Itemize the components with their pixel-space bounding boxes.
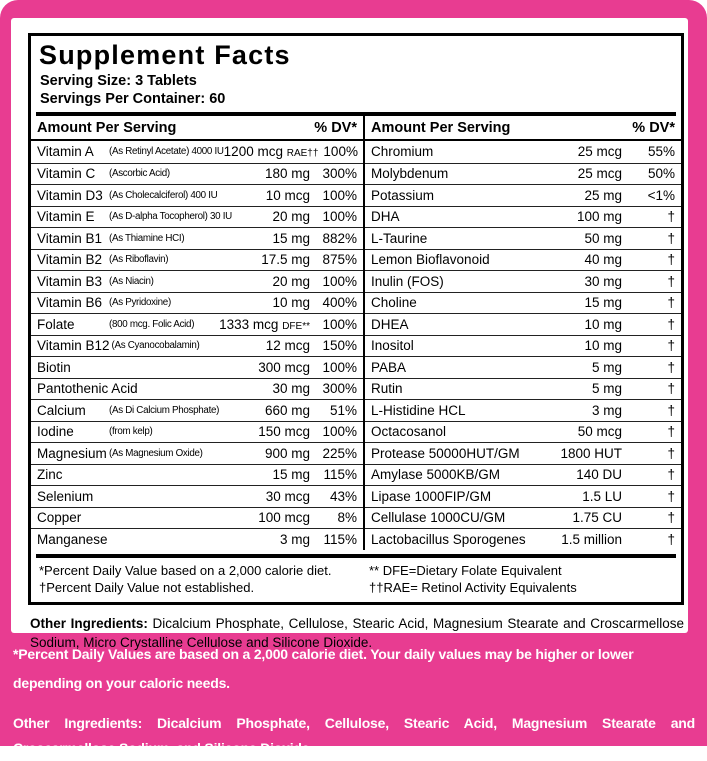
nutrient-amount: 10 mg <box>272 295 310 311</box>
dv-value: 150% <box>322 338 357 354</box>
table-row <box>365 249 681 271</box>
nutrient-name: Selenium <box>37 488 94 504</box>
nutrient-name: Lipase 1000FIP/GM <box>371 488 492 504</box>
nutrient-amount: 1.5 LU <box>582 488 622 504</box>
nutrient-amount: 150 mcg <box>258 424 310 440</box>
nutrient-name: L-Taurine <box>371 230 428 246</box>
table-row <box>31 292 363 314</box>
dv-value: 100% <box>322 424 357 440</box>
dv-value: † <box>667 209 675 225</box>
table-row <box>31 184 363 206</box>
nutrient-amount: 25 mg <box>584 187 622 203</box>
dv-value: 51% <box>329 402 357 418</box>
dv-value: 100% <box>322 187 357 203</box>
nutrient-name: Biotin <box>37 359 71 375</box>
nutrient-amount: 1200 mcg RAE†† <box>223 144 319 160</box>
nutrient-amount: 140 DU <box>576 467 622 483</box>
other-ingredients-text: Dicalcium Phosphate, Cellulose, Stearic Acid, Magnesium Stearate and Croscarmellose Sodium, Micro Crystalline Cellulose and Silicone Dioxide. <box>30 615 684 650</box>
nutrient-column-left <box>31 116 365 550</box>
dv-value: † <box>667 381 675 397</box>
other-ingredients-white: Other Ingredients: Dicalcium Phosphate, Cellulose, Stearic Acid, Magnesium Stearate and Croscarmellose Sodium, and Silicone Dioxide <box>13 715 695 756</box>
table-row <box>31 464 363 486</box>
table-row <box>365 335 681 357</box>
daily-value-note: *Percent Daily Values are based on a 2,000 calorie diet. Your daily values may be higher or lower depending on your caloric needs. <box>13 646 634 691</box>
nutrient-amount: 5 mg <box>591 359 622 375</box>
nutrient-detail: (As Di Calcium Phosphate) <box>109 404 220 416</box>
supplement-facts-box <box>28 33 684 605</box>
nutrient-name: DHEA <box>371 316 409 332</box>
footnote-dfe: ** DFE=Dietary Folate Equivalent <box>369 562 562 578</box>
amount-per-serving-header: Amount Per Serving <box>37 119 177 136</box>
nutrient-name: DHA <box>371 209 400 225</box>
table-row <box>365 507 681 529</box>
nutrient-detail: (As Retinyl Acetate) 4000 IU <box>109 146 224 158</box>
nutrient-name: Vitamin B2 <box>37 252 103 268</box>
nutrient-amount: 900 mg <box>264 445 310 461</box>
nutrient-name: Calcium <box>37 402 86 418</box>
nutrient-name: Iodine <box>37 424 74 440</box>
nutrient-detail: (Ascorbic Acid) <box>109 168 170 180</box>
table-row <box>31 227 363 249</box>
table-row <box>365 313 681 335</box>
nutrient-amount: 30 mcg <box>265 488 310 504</box>
table-row <box>365 485 681 507</box>
table-row <box>31 442 363 464</box>
table-row <box>365 421 681 443</box>
nutrient-name: Zinc <box>37 467 63 483</box>
table-row <box>31 270 363 292</box>
nutrient-amount: 300 mcg <box>258 359 310 375</box>
table-row <box>365 464 681 486</box>
table-row <box>31 356 363 378</box>
nutrient-name: Vitamin B1 <box>37 230 103 246</box>
nutrient-amount: 10 mg <box>584 316 622 332</box>
supplement-facts-title: Supplement Facts <box>39 40 291 70</box>
dv-value: † <box>667 510 675 526</box>
nutrient-detail: (As D-alpha Tocopherol) 30 IU <box>109 211 232 223</box>
nutrient-name: Rutin <box>371 381 403 397</box>
nutrient-amount: 100 mcg <box>258 510 310 526</box>
amount-suffix: RAE†† <box>286 148 319 160</box>
dv-value: 100% <box>322 209 357 225</box>
nutrient-name: Chromium <box>371 144 434 160</box>
footnote-dagger: †Percent Daily Value not established. <box>39 579 255 595</box>
dv-value: † <box>667 316 675 332</box>
table-row <box>31 249 363 271</box>
nutrient-amount: 1333 mcg DFE** <box>219 316 310 332</box>
table-row <box>31 141 363 163</box>
nutrient-amount: 17.5 mg <box>261 252 310 268</box>
serving-size: Serving Size: 3 Tablets <box>40 73 197 89</box>
dv-value: † <box>667 402 675 418</box>
table-row <box>365 378 681 400</box>
nutrient-amount: 30 mg <box>272 381 310 397</box>
nutrient-name: Molybdenum <box>371 166 449 182</box>
dv-value: 43% <box>329 488 357 504</box>
nutrient-amount: 180 mg <box>264 166 310 182</box>
dv-value: † <box>667 295 675 311</box>
table-row <box>365 442 681 464</box>
nutrient-rows-left <box>31 141 363 550</box>
dv-value: 300% <box>322 166 357 182</box>
column-header <box>365 116 681 141</box>
nutrient-detail: (As Cholecalciferol) 400 IU <box>109 189 218 201</box>
nutrient-amount: 3 mg <box>591 402 622 418</box>
nutrient-amount: 25 mcg <box>577 166 622 182</box>
nutrient-amount: 10 mg <box>584 338 622 354</box>
dv-value: 115% <box>323 531 357 547</box>
dv-header: % DV* <box>632 119 675 136</box>
table-row <box>31 163 363 185</box>
nutrient-detail: (800 mcg. Folic Acid) <box>109 318 195 330</box>
table-row <box>365 184 681 206</box>
nutrient-amount: 15 mg <box>272 467 310 483</box>
table-row <box>365 206 681 228</box>
footnotes-left <box>39 562 369 596</box>
nutrient-name: Vitamin B6 <box>37 295 103 311</box>
nutrient-amount: 15 mg <box>272 230 310 246</box>
nutrient-amount: 12 mcg <box>265 338 310 354</box>
nutrient-detail: (As Cyanocobalamin) <box>111 340 200 352</box>
amount-per-serving-header: Amount Per Serving <box>371 119 511 136</box>
nutrient-amount: 25 mcg <box>577 144 622 160</box>
dv-value: † <box>667 488 675 504</box>
table-row <box>365 163 681 185</box>
dv-value: † <box>667 359 675 375</box>
nutrient-name: Magnesium <box>37 445 107 461</box>
nutrient-name: Vitamin B12 <box>37 338 110 354</box>
nutrient-name: Cellulase 1000CU/GM <box>371 510 506 526</box>
table-row <box>31 528 363 550</box>
nutrient-amount: 3 mg <box>279 531 310 547</box>
table-row <box>365 356 681 378</box>
supplement-facts-panel <box>11 18 688 650</box>
servings-per-container: Servings Per Container: 60 <box>40 91 226 107</box>
pink-footer <box>13 640 695 761</box>
nutrient-name: Octacosanol <box>371 424 447 440</box>
dv-header: % DV* <box>314 119 357 136</box>
table-row <box>365 227 681 249</box>
table-row <box>31 206 363 228</box>
table-row <box>31 335 363 357</box>
table-row <box>31 485 363 507</box>
nutrient-name: Vitamin C <box>37 166 96 182</box>
nutrient-detail: (As Niacin) <box>109 275 154 287</box>
dv-value: 50% <box>647 166 675 182</box>
dv-value: 100% <box>322 316 357 332</box>
table-row <box>365 292 681 314</box>
nutrient-amount: 660 mg <box>264 402 310 418</box>
nutrient-name: Inositol <box>371 338 414 354</box>
nutrient-name: Vitamin E <box>37 209 95 225</box>
nutrient-name: Pantothenic Acid <box>37 381 138 397</box>
nutrient-amount: 5 mg <box>591 381 622 397</box>
dv-value: 225% <box>322 445 357 461</box>
nutrient-amount: 1.75 CU <box>572 510 622 526</box>
nutrient-name: L-Histidine HCL <box>371 402 466 418</box>
dv-value: 875% <box>322 252 357 268</box>
dv-value: 100% <box>323 144 358 160</box>
nutrient-name: Lactobacillus Sporogenes <box>371 531 526 547</box>
nutrient-amount: 20 mg <box>272 209 310 225</box>
table-row <box>365 270 681 292</box>
nutrient-amount: 15 mg <box>584 295 622 311</box>
table-row <box>31 378 363 400</box>
dv-value: † <box>667 467 675 483</box>
dv-value: 400% <box>322 295 357 311</box>
nutrient-amount: 1.5 million <box>561 531 622 547</box>
nutrient-name: Protease 50000HUT/GM <box>371 445 520 461</box>
table-row <box>31 507 363 529</box>
nutrient-detail: (As Riboflavin) <box>109 254 169 266</box>
amount-suffix: DFE** <box>282 320 310 332</box>
nutrient-name: Choline <box>371 295 417 311</box>
nutrient-detail: (As Pyridoxine) <box>109 297 171 309</box>
nutrient-amount: 50 mcg <box>577 424 622 440</box>
dv-value: 100% <box>322 359 357 375</box>
nutrient-name: Vitamin B3 <box>37 273 103 289</box>
nutrient-name: Vitamin A <box>37 144 94 160</box>
table-row <box>365 528 681 550</box>
footnotes-right <box>369 562 673 596</box>
dv-value: † <box>667 338 675 354</box>
nutrient-detail: (As Thiamine HCI) <box>109 232 185 244</box>
column-header <box>31 116 363 141</box>
nutrient-name: Lemon Bioflavonoid <box>371 252 490 268</box>
nutrient-name: PABA <box>371 359 407 375</box>
nutrient-amount: 10 mcg <box>265 187 310 203</box>
footnote-rae: ††RAE= Retinol Activity Equivalents <box>369 579 577 595</box>
nutrient-name: Inulin (FOS) <box>371 273 444 289</box>
nutrient-detail: (As Magnesium Oxide) <box>109 447 203 459</box>
table-row <box>365 141 681 163</box>
nutrient-columns <box>31 116 681 550</box>
dv-value: 8% <box>337 510 357 526</box>
dv-value: 882% <box>322 230 357 246</box>
dv-value: † <box>667 252 675 268</box>
dv-value: † <box>667 230 675 246</box>
nutrient-amount: 20 mg <box>272 273 310 289</box>
table-row <box>31 313 363 335</box>
nutrient-amount: 30 mg <box>584 273 622 289</box>
table-row <box>365 399 681 421</box>
dv-value: <1% <box>647 187 675 203</box>
dv-value: 55% <box>647 144 675 160</box>
dv-value: 115% <box>323 467 357 483</box>
nutrient-amount: 50 mg <box>584 230 622 246</box>
nutrient-detail: (from kelp) <box>109 426 153 438</box>
nutrient-name: Copper <box>37 510 82 526</box>
dv-value: † <box>667 445 675 461</box>
nutrient-column-right <box>365 116 681 550</box>
dv-value: † <box>667 424 675 440</box>
nutrient-amount: 40 mg <box>584 252 622 268</box>
table-row <box>31 421 363 443</box>
footnotes <box>31 558 681 602</box>
dv-value: 300% <box>322 381 357 397</box>
table-row <box>31 399 363 421</box>
nutrient-name: Folate <box>37 316 75 332</box>
nutrient-rows-right <box>365 141 681 550</box>
nutrient-name: Amylase 5000KB/GM <box>371 467 501 483</box>
dv-value: † <box>667 531 675 547</box>
footnote-dv: *Percent Daily Value based on a 2,000 calorie diet. <box>39 562 332 578</box>
dv-value: † <box>667 273 675 289</box>
nutrient-name: Manganese <box>37 531 108 547</box>
dv-value: 100% <box>322 273 357 289</box>
other-ingredients-label: Other Ingredients: <box>30 615 148 631</box>
nutrient-amount: 100 mg <box>576 209 622 225</box>
nutrient-amount: 1800 HUT <box>560 445 622 461</box>
nutrient-name: Vitamin D3 <box>37 187 103 203</box>
nutrient-name: Potassium <box>371 187 435 203</box>
